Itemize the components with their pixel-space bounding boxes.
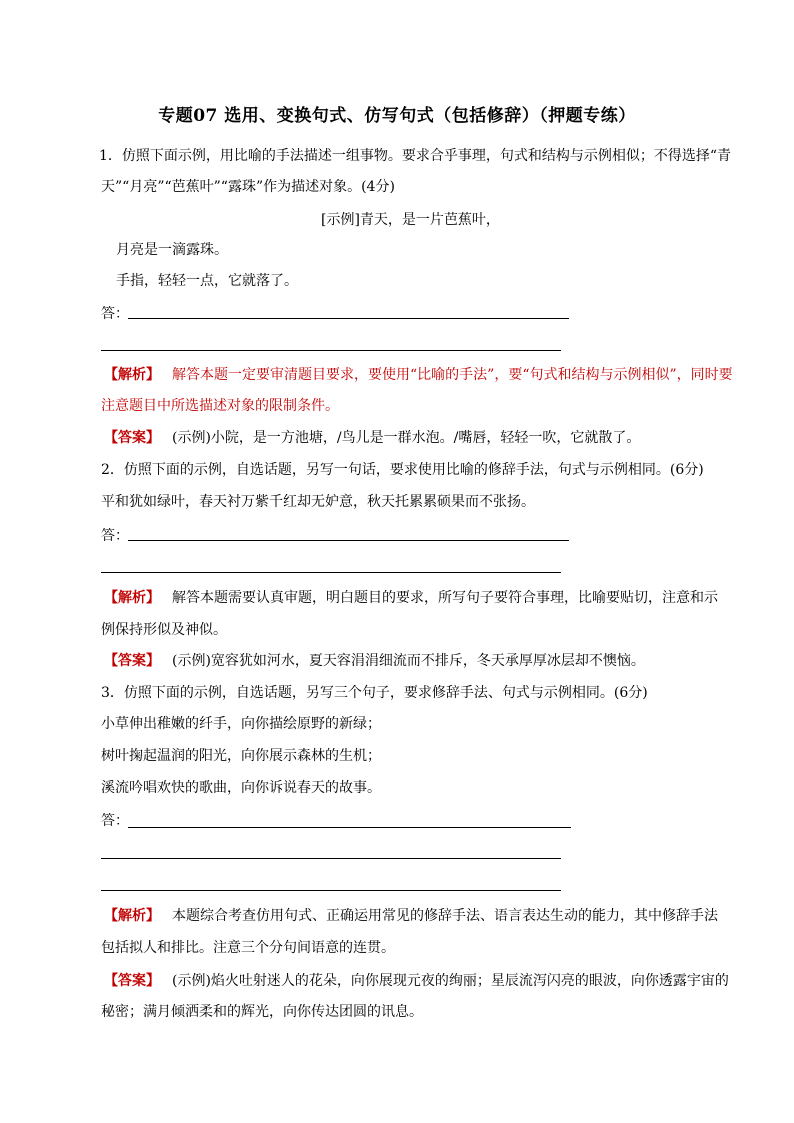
q2-analysis-line2: 例保持形似及神似。 [101, 622, 227, 638]
q2-example: 平和犹如绿叶，春天衬万紫千红却无妒意，秋天托累累硕果而不张扬。 [101, 494, 535, 510]
q1-example-line1: [示例]青天，是一片芭蕉叶， [321, 212, 500, 228]
q1-answer-label: 【答案】 [104, 430, 160, 446]
q1-example-line2: 月亮是一滴露珠。 [116, 242, 228, 258]
q1-analysis-label: 【解析】 [104, 367, 160, 383]
q1-answer-blank-1[interactable] [128, 318, 569, 319]
q1-prompt-line2: 天”“月亮”“芭蕉叶”“露珠”作为描述对象。(4分) [101, 179, 395, 195]
q2-analysis-label: 【解析】 [104, 590, 160, 606]
q3-example-line2: 树叶掬起温润的阳光，向你展示森林的生机； [101, 748, 381, 764]
q1-answer-text: (示例)小院，是一方池塘，/鸟儿是一群水泡。/嘴唇，轻轻一吹，它就散了。 [172, 430, 641, 446]
q1-analysis-line1 [99, 365, 733, 385]
q3-answer-line1 [99, 971, 729, 991]
q3-answer-blank-1[interactable] [128, 827, 571, 828]
q1-analysis-line2: 注意题目中所选描述对象的限制条件。 [101, 398, 339, 414]
q3-answer-blank-3[interactable] [101, 890, 561, 891]
q3-answer-blank-2[interactable] [101, 858, 561, 859]
q3-answer-line2: 秘密；满月倾洒柔和的辉光，向你传达团圆的讯息。 [101, 1004, 423, 1020]
q3-prompt: 3．仿照下面的示例，自选话题，另写三个句子，要求修辞手法、句式与示例相同。(6分) [101, 685, 648, 701]
q3-analysis-line2: 包括拟人和排比。注意三个分句间语意的连贯。 [101, 940, 395, 956]
q3-example-line3: 溪流吟唱欢快的歌曲，向你诉说春天的故事。 [101, 780, 381, 796]
q2-analysis-line1 [99, 588, 729, 608]
q3-answer-label: 【答案】 [104, 973, 160, 989]
q2-answer-label: 【答案】 [104, 653, 160, 669]
q3-answer-prompt: 答： [101, 813, 129, 829]
q2-answer-blank-1[interactable] [128, 540, 569, 541]
q3-example-line1: 小草伸出稚嫩的纤手，向你描绘原野的新绿； [101, 716, 381, 732]
q1-answer-line [99, 428, 729, 448]
page-title: 专题07 选用、变换句式、仿写句式（包括修辞）（押题专练） [158, 106, 636, 126]
q2-answer-line [99, 651, 729, 671]
q2-answer-prompt: 答： [101, 528, 129, 544]
q2-prompt: 2．仿照下面的示例，自选话题，另写一句话，要求使用比喻的修辞手法，句式与示例相同。(6分) [101, 462, 704, 478]
q3-analysis-label: 【解析】 [104, 908, 160, 924]
q1-analysis-text1: 解答本题一定要审清题目要求，要使用“比喻的手法”，要“句式和结构与示例相似”，同时要 [172, 367, 733, 383]
q3-analysis-line1 [99, 906, 729, 926]
q1-answer-prompt: 答： [101, 306, 129, 322]
q3-answer-text1: (示例)焰火吐射迷人的花朵，向你展现元夜的绚丽；星辰流泻闪亮的眼波，向你透露宇宙的 [172, 973, 729, 989]
q1-prompt-line1: 1．仿照下面示例，用比喻的手法描述一组事物。要求合乎事理，句式和结构与示例相似；不得选择“青 [99, 148, 732, 164]
q1-answer-blank-2[interactable] [101, 350, 561, 351]
q3-analysis-text1: 本题综合考查仿用句式、正确运用常见的修辞手法、语言表达生动的能力，其中修辞手法 [172, 908, 718, 924]
q2-answer-text: (示例)宽容犹如河水，夏天容涓涓细流而不排斥，冬天承厚厚冰层却不懊恼。 [172, 653, 645, 669]
q1-example-line3: 手指，轻轻一点，它就落了。 [116, 273, 298, 289]
q2-answer-blank-2[interactable] [101, 572, 561, 573]
q2-analysis-text1: 解答本题需要认真审题，明白题目的要求，所写句子要符合事理，比喻要贴切，注意和示 [172, 590, 718, 606]
